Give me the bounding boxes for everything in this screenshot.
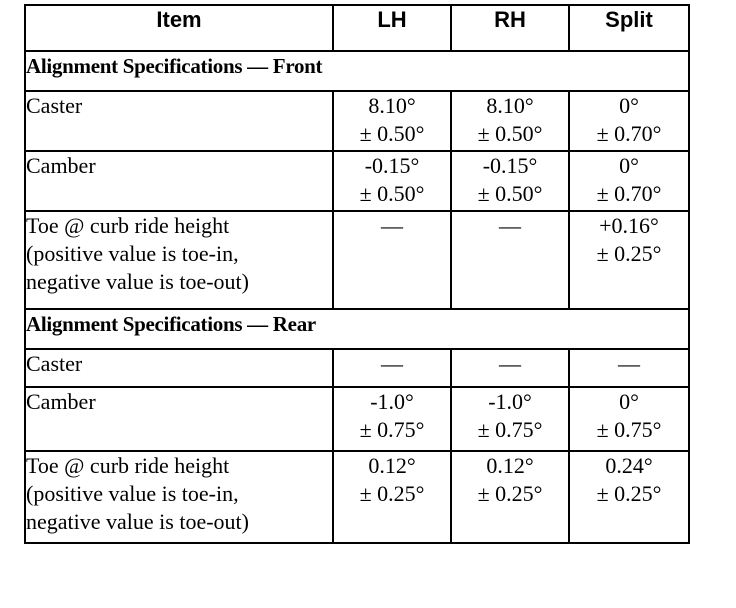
row-label-rear-camber [25, 387, 333, 451]
cell-front-caster-lh [333, 91, 451, 151]
label-line: Camber [26, 153, 96, 178]
label-line: Caster [26, 351, 83, 376]
value-line: 8.10° [486, 93, 534, 118]
section-row-front [25, 51, 689, 91]
label-line: negative value is toe-out) [26, 269, 249, 294]
table-row [25, 387, 689, 451]
cell-rear-caster-split [569, 349, 689, 387]
table-row [25, 151, 689, 211]
tolerance-line: ± 0.75° [477, 417, 543, 442]
tolerance-line: ± 0.25° [477, 481, 543, 506]
cell-rear-toe-split [569, 451, 689, 543]
tolerance-line: ± 0.75° [596, 417, 662, 442]
tolerance-line: ± 0.25° [596, 481, 662, 506]
value-line: — [381, 351, 403, 376]
value-line: 0.12° [486, 453, 534, 478]
tolerance-line: ± 0.25° [359, 481, 425, 506]
label-line: negative value is toe-out) [26, 509, 249, 534]
cell-rear-camber-split [569, 387, 689, 451]
label-line: (positive value is toe-in, [26, 481, 239, 506]
value-line: -0.15° [364, 153, 420, 178]
row-label-front-camber [25, 151, 333, 211]
cell-rear-caster-lh [333, 349, 451, 387]
tolerance-line: ± 0.25° [596, 241, 662, 266]
tolerance-line: ± 0.70° [596, 121, 662, 146]
cell-front-toe-rh [451, 211, 569, 309]
tolerance-line: ± 0.50° [359, 181, 425, 206]
value-line: -1.0° [370, 389, 414, 414]
value-line: — [499, 213, 521, 238]
tolerance-line: ± 0.70° [596, 181, 662, 206]
value-line: -1.0° [488, 389, 532, 414]
value-line: 8.10° [368, 93, 416, 118]
value-line: +0.16° [599, 213, 659, 238]
label-line: Camber [26, 389, 96, 414]
label-line: Toe @ curb ride height [26, 213, 230, 238]
tolerance-line: ± 0.50° [359, 121, 425, 146]
cell-rear-camber-lh [333, 387, 451, 451]
label-line: Caster [26, 93, 83, 118]
cell-front-camber-split [569, 151, 689, 211]
header-rh: RH [451, 5, 569, 51]
label-line: (positive value is toe-in, [26, 241, 239, 266]
cell-rear-toe-rh [451, 451, 569, 543]
cell-front-camber-rh [451, 151, 569, 211]
section-title-rear: Alignment Specifications — Rear [25, 309, 689, 349]
row-label-rear-caster [25, 349, 333, 387]
value-line: 0.12° [368, 453, 416, 478]
tolerance-line: ± 0.50° [477, 181, 543, 206]
value-line: 0° [619, 93, 639, 118]
row-label-front-toe [25, 211, 333, 309]
cell-rear-toe-lh [333, 451, 451, 543]
table-row [25, 349, 689, 387]
tolerance-line: ± 0.50° [477, 121, 543, 146]
table-row [25, 451, 689, 543]
cell-front-camber-lh [333, 151, 451, 211]
value-line: — [618, 351, 640, 376]
cell-front-toe-lh [333, 211, 451, 309]
value-line: 0° [619, 153, 639, 178]
value-line: 0.24° [605, 453, 653, 478]
tolerance-line: ± 0.75° [359, 417, 425, 442]
section-row-rear [25, 309, 689, 349]
row-label-front-caster [25, 91, 333, 151]
row-label-rear-toe [25, 451, 333, 543]
label-line: Toe @ curb ride height [26, 453, 230, 478]
table-row [25, 211, 689, 309]
value-line: — [499, 351, 521, 376]
cell-front-caster-split [569, 91, 689, 151]
cell-rear-camber-rh [451, 387, 569, 451]
cell-rear-caster-rh [451, 349, 569, 387]
value-line: — [381, 213, 403, 238]
value-line: -0.15° [482, 153, 538, 178]
header-item: Item [25, 5, 333, 51]
header-lh: LH [333, 5, 451, 51]
table-row [25, 91, 689, 151]
cell-front-toe-split [569, 211, 689, 309]
cell-front-caster-rh [451, 91, 569, 151]
section-title-front: Alignment Specifications — Front [25, 51, 689, 91]
header-row [25, 5, 689, 51]
header-split: Split [569, 5, 689, 51]
alignment-spec-table [24, 4, 690, 544]
value-line: 0° [619, 389, 639, 414]
